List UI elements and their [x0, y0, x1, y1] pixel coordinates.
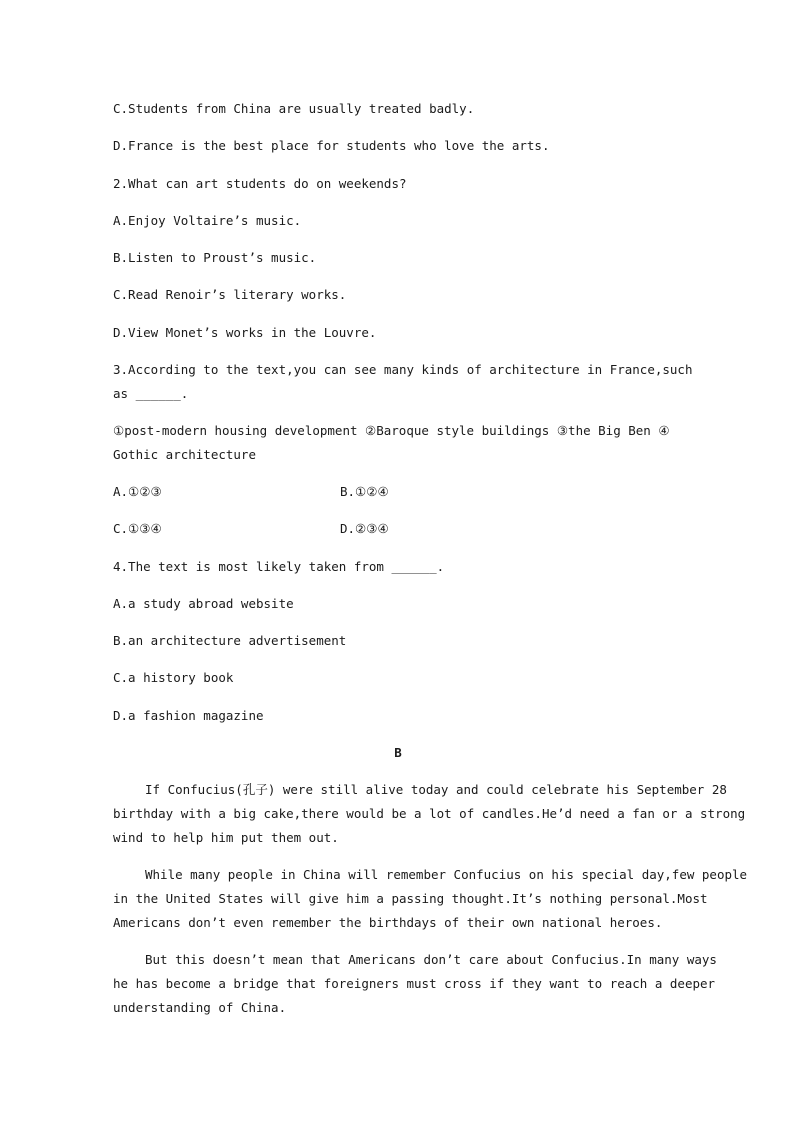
paragraph-line: While many people in China will remember Confucius on his special day,few people: [145, 867, 748, 882]
q2-option-c: C.Read Renoir’s literary works.: [113, 287, 347, 302]
q3-option-c: C.①③④: [113, 521, 162, 536]
passage-paragraph-3: [113, 948, 717, 1020]
q3-items-line1: ①post-modern housing development ②Baroque style buildings ③the Big Ben ④: [113, 423, 670, 438]
q4-option-c: C.a history book: [113, 670, 234, 685]
paragraph-line: wind to help him put them out.: [113, 830, 339, 845]
paragraph-line: in the United States will give him a passing thought.It’s nothing personal.Most: [113, 891, 708, 906]
q2-option-a: A.Enjoy Voltaire’s music.: [113, 213, 302, 228]
paragraph-line: Americans don’t even remember the birthdays of their own national heroes.: [113, 915, 663, 930]
q3-option-d: D.②③④: [340, 521, 389, 536]
q1-option-c: C.Students from China are usually treated badly.: [113, 101, 475, 116]
paragraph-line: If Confucius(孔子) were still alive today and could celebrate his September 28: [145, 782, 727, 797]
passage-paragraph-2: [113, 863, 748, 935]
q2-option-b: B.Listen to Proust’s music.: [113, 250, 317, 265]
paragraph-line: understanding of China.: [113, 1000, 287, 1015]
q3-option-a: A.①②③: [113, 484, 162, 499]
q4-question: 4.The text is most likely taken from ______.: [113, 559, 445, 574]
paragraph-line: But this doesn’t mean that Americans don’t care about Confucius.In many ways: [145, 952, 717, 967]
q4-option-a: A.a study abroad website: [113, 596, 294, 611]
q1-option-d: D.France is the best place for students who love the arts.: [113, 138, 550, 153]
q3-question-line2: as ______.: [113, 386, 189, 401]
section-heading: B: [394, 745, 402, 760]
passage-paragraph-1: [113, 778, 746, 850]
q4-option-b: B.an architecture advertisement: [113, 633, 347, 648]
q2-question: 2.What can art students do on weekends?: [113, 176, 407, 191]
paragraph-line: he has become a bridge that foreigners must cross if they want to reach a deeper: [113, 976, 716, 991]
q2-option-d: D.View Monet’s works in the Louvre.: [113, 325, 377, 340]
paragraph-line: birthday with a big cake,there would be a lot of candles.He’d need a fan or a strong: [113, 806, 746, 821]
q4-option-d: D.a fashion magazine: [113, 708, 264, 723]
q3-items-line2: Gothic architecture: [113, 447, 256, 462]
q3-question-line1: 3.According to the text,you can see many kinds of architecture in France,such: [113, 362, 693, 377]
q3-option-b: B.①②④: [340, 484, 389, 499]
